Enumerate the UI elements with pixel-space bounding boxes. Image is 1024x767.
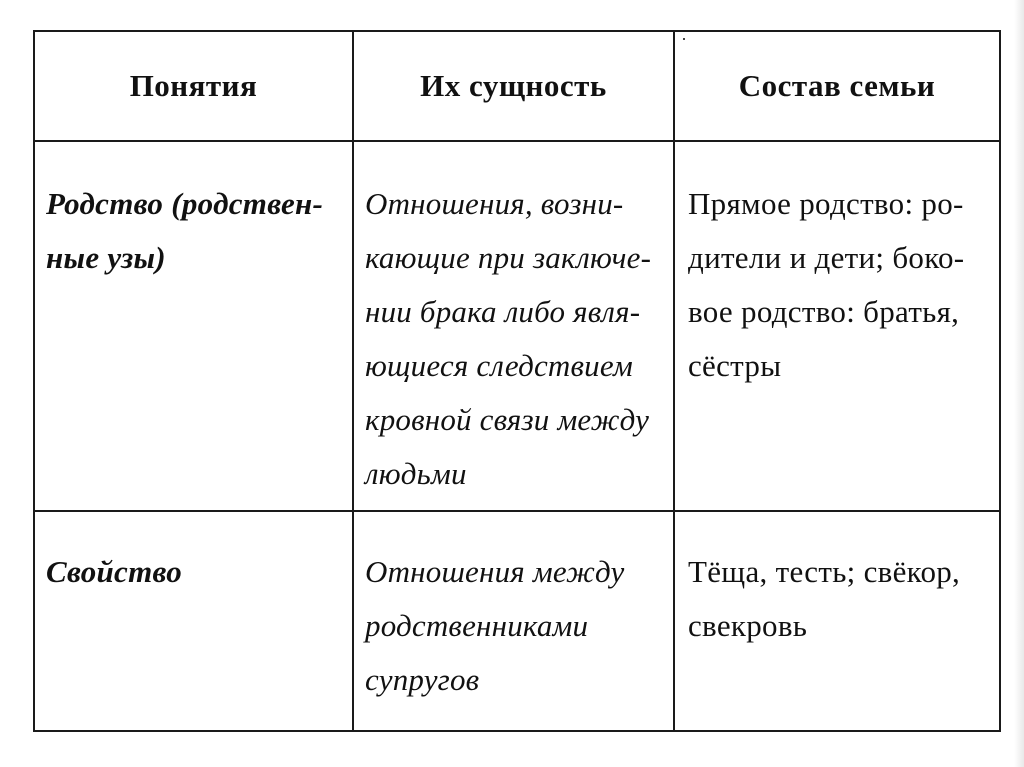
cell-essence-kinship — [353, 141, 674, 511]
essence-affinity-text: Отношения между родственниками супругов — [365, 554, 625, 697]
page-edge-shadow — [1014, 0, 1024, 767]
table-row-affinity — [34, 511, 1000, 731]
cell-term-affinity — [34, 511, 353, 731]
cell-family-affinity — [674, 511, 1000, 731]
term-kinship-text: Родство (родствен- ные узы) — [46, 186, 324, 275]
family-kinship-text: Прямое родство: ро- дители и дети; боко- вое родство: братья, сёстры — [688, 186, 965, 383]
cell-family-kinship — [674, 141, 1000, 511]
family-affinity-text: Тёща, тесть; свёкор, свекровь — [688, 554, 961, 643]
table-row-kinship — [34, 141, 1000, 511]
cell-term-kinship — [34, 141, 353, 511]
header-family-composition: Состав семьи — [674, 31, 1000, 141]
header-essence: Их сущность — [353, 31, 674, 141]
term-affinity-text: Свойство — [46, 554, 183, 589]
cell-essence-affinity — [353, 511, 674, 731]
header-concepts: Понятия — [34, 31, 353, 141]
kinship-table — [33, 30, 1001, 732]
table-header-row — [34, 31, 1000, 141]
essence-kinship-text: Отношения, возни- кающие при заключе- нии брака либо явля- ющиеся следствием кровной связи между людьми — [365, 186, 652, 491]
